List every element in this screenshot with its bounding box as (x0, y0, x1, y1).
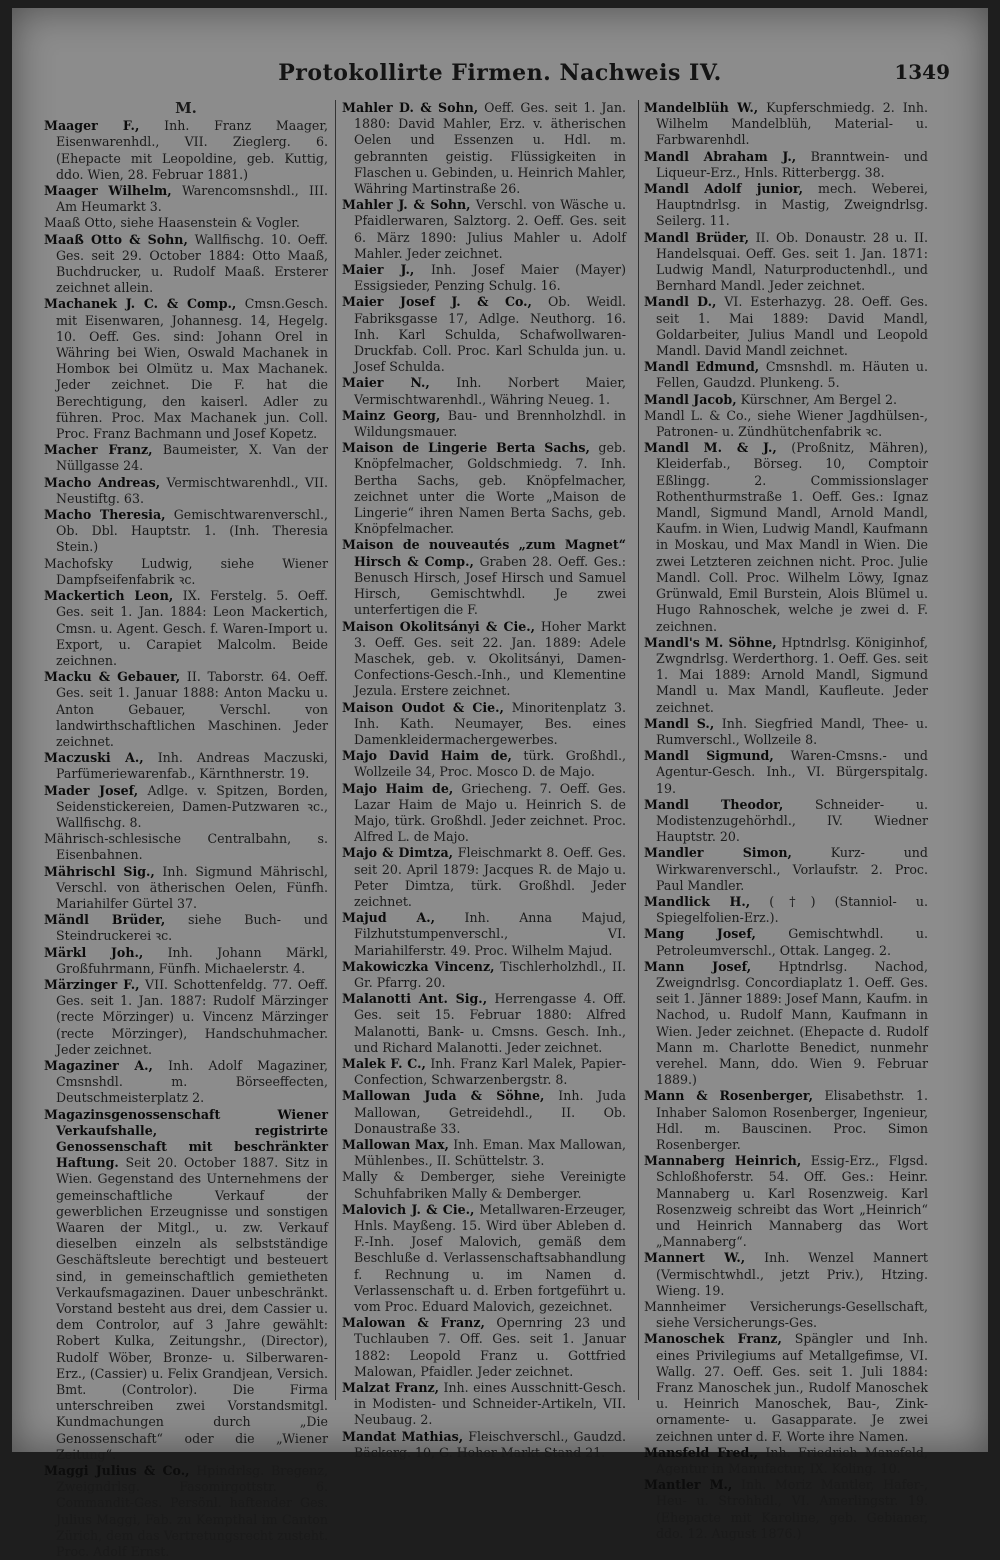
entry-text: Inh. Siegfried Mandl, Thee- u. Rumverschl., Wollzeile 8. (656, 715, 928, 747)
directory-entry (44, 669, 328, 750)
firm-name: Mahler J. & Sohn, (342, 197, 471, 213)
firm-name: Maison Okolitsányi & Cie., (342, 618, 536, 634)
entry-text: Inh. Sigmund Mährischl, Verschl. von ätherischen Oelen, Fünfh. Mariahilfer Gürtel 37. (56, 863, 328, 911)
firm-name: Maison Oudot & Cie., (342, 699, 504, 715)
directory-entry (342, 262, 626, 294)
entry-text: Hoher Markt 3. Oeff. Ges. seit 22. Jan. 1889: Adele Maschek, geb. v. Okolitsányi, Damen-Confections-Gesch.-Inh., und Klementine Jezula. Erstere zeichnet. (354, 618, 626, 699)
firm-name: Mandat Mathias, (342, 1428, 464, 1444)
directory-entry (342, 1088, 626, 1137)
entry-text: Cmsnshdl. m. Häuten u. Fellen, Gaudzd. Plunkeng. 5. (656, 359, 928, 391)
directory-entry (644, 748, 928, 797)
firm-name: Malanotti Ant. Sig., (342, 991, 488, 1007)
directory-entry (644, 294, 928, 359)
firm-name: Mandl Theodor, (644, 796, 784, 812)
entry-text: Mährisch-schlesische Centralbahn, s. Eisenbahnen. (44, 831, 328, 863)
directory-entry (342, 619, 626, 700)
directory-entry (644, 230, 928, 295)
firm-name: Maggi Julius & Co., (44, 1463, 190, 1479)
firm-name: Mandlick H., (644, 893, 751, 909)
directory-entry (44, 232, 328, 297)
directory-entry (44, 864, 328, 913)
entry-text: IX. Ferstelg. 5. Oeff. Ges. seit 1. Jan. 1884: Leon Mackertich, Cmsn. u. Agent. Gesch. f. Waren-Import u. Export, u. Carapiet Malcolm. Beide zeichnen. (56, 588, 328, 668)
directory-entry (342, 537, 626, 618)
directory-entry (342, 1137, 626, 1169)
directory-entry (342, 1202, 626, 1315)
firm-name: Mandelblüh W., (644, 100, 759, 115)
firm-name: Malzat Franz, (342, 1380, 440, 1396)
firm-name: Mandl's M. Söhne, (644, 634, 777, 650)
directory-entry (44, 1463, 328, 1560)
entry-text: II. Ob. Donaustr. 28 u. II. Handelsquai. Oeff. Ges. seit 1. Jan. 1871: Ludwig Mandl, Naturproductenhdl., und Bernhard Mandl. Jeder zeichnet. (656, 229, 928, 294)
directory-entry (44, 977, 328, 1058)
column-2 (342, 100, 627, 1460)
firm-name: Macher Franz, (44, 442, 153, 458)
directory-entry (644, 1477, 928, 1542)
directory-entry (44, 183, 328, 215)
directory-entry (342, 1056, 626, 1088)
directory-entry (44, 912, 328, 944)
directory-entry (342, 748, 626, 780)
directory-entry (342, 845, 626, 910)
directory-entry (44, 215, 328, 231)
entry-text: Inh. Franz Maager, Eisenwarenhdl., VII. Zieglerg. 6. (Ehepacte mit Leopoldine, geb. Kuttig, ddo. Wien, 28. Februar 1881.) (56, 118, 328, 182)
entry-text: Ob. Weidl. Fabriksgasse 17, Adlge. Neuthorg. 16. Inh. Karl Schulda, Schafwollwaren-Druckfab. Coll. Proc. Karl Schulda jun. u. Josef Schulda. (354, 294, 626, 375)
entry-text: Inh. Adolf Magaziner, Cmsnshdl. m. Börseeffecten, Deutschmeisterplatz 2. (56, 1057, 328, 1106)
entry-text: Kurz- und Wirkwarenverschl., Vorlaufstr. 2. Proc. Paul Mandler. (656, 845, 928, 893)
entry-text: Inh. Juda Mallowan, Getreidehdl., II. Ob. Donaustraße 33. (354, 1088, 626, 1136)
entry-text: Graben 28. Oeff. Ges.: Benusch Hirsch, Josef Hirsch und Samuel Hirsch, Gemischtwhdl. Je zwei unterfertigen die F. (354, 553, 626, 618)
firm-name: Mallowan Juda & Söhne, (342, 1088, 545, 1104)
firm-name: Mandl M. & J., (644, 440, 777, 456)
firm-name: Maison de nouveautés „zum Magnet“ Hirsch & Comp., (342, 537, 626, 569)
page-number: 1349 (894, 60, 950, 84)
firm-name: Mang Josef, (644, 926, 756, 942)
entry-text: Inh. Josef Maier (Mayer) Essigsieder, Penzing Schulg. 16. (354, 262, 626, 294)
firm-name: Makowiczka Vincenz, (342, 958, 495, 974)
directory-entry (342, 700, 626, 749)
page-title: Protokollirte Firmen. Nachweis IV. (278, 60, 722, 86)
firm-name: Mackertich Leon, (44, 588, 174, 604)
directory-entry (644, 894, 928, 926)
column-3 (644, 100, 929, 1541)
firm-name: Märkl Joh., (44, 944, 144, 960)
firm-name: Malowan & Franz, (342, 1315, 485, 1331)
entry-text: Hpindrlsg. Bregenz, Zweigndrlsg. Fasomirgottstr. 6. Commandit-Ges. Persönl. haftender Ges. Julius Maggi, Fab. zu Kempthal im Canton Zürich, dem das Vertretungsrecht zusteht. Proc. Adolf Ernst. (56, 1463, 328, 1560)
directory-entry (44, 945, 328, 977)
firm-name: Macho Andreas, (44, 474, 161, 490)
directory-entry (644, 845, 928, 894)
firm-name: Mährischl Sig., (44, 863, 155, 879)
directory-entry (644, 926, 928, 958)
directory-entry (644, 1299, 928, 1331)
entry-text: Inh. eines Ausschnitt-Gesch. in Modisten- und Schneider-Artikeln, VII. Neubaug. 2. (354, 1380, 626, 1428)
entry-text: Griecheng. 7. Oeff. Ges. Lazar Haim de Majo u. Heinrich S. de Majo, türk. Großhdl. Jeder zeichnet. Proc. Alfred L. de Majo. (354, 780, 626, 845)
directory-entry (44, 296, 328, 442)
page-header (12, 60, 988, 100)
firm-name: Mannert W., (644, 1250, 746, 1266)
entry-text: Inh. Anna Majud, Filzhutstumpenverschl., VI. Mariahilferstr. 49. Proc. Wilhelm Majud. (354, 910, 626, 958)
entry-text: siehe Buch- und Steindruckerei ꝛc. (56, 912, 328, 944)
directory-entry (342, 1169, 626, 1201)
firm-name: Mandl D., (644, 294, 717, 310)
directory-entry (342, 1315, 626, 1380)
entry-text: Inh. Wenzel Mannert (Vermischtwhdl., jetzt Priv.), Htzing. Wieng. 19. (656, 1250, 928, 1298)
entry-text: Minoritenplatz 3. Inh. Kath. Neumayer, Bes. eines Damenkleidermachergewerbes. (354, 699, 627, 747)
entry-text: II. Taborstr. 64. Oeff. Ges. seit 1. Januar 1888: Anton Macku u. Anton Gebauer, Verschl. von landwirthschaftlichen Maschinen. Jeder zeichnet. (56, 669, 328, 749)
firm-name: Magazinsgenossenschaft Wiener Verkaufshalle, registrirte Genossenschaft mit beschränkter Haftung. (44, 1106, 328, 1171)
directory-entry (644, 359, 928, 391)
entry-text: Fleischmarkt 8. Oeff. Ges. seit 20. April 1879: Jacques R. de Majo u. Peter Dimtza, türk. Großhdl. Jeder zeichnet. (354, 845, 626, 909)
directory-entry (644, 392, 928, 408)
firm-name: Machanek J. C. & Comp., (44, 296, 237, 312)
entry-text: geb. Knöpfelmacher, Goldschmiedg. 7. Inh. Bertha Sachs, geb. Knöpfelmacher, zeichnet unter die Worte „Maison de Lingerie“ ihren Namen Berta Sachs, geb. Knöpfelmacher. (354, 440, 626, 537)
firm-name: Mantler M., (644, 1477, 733, 1493)
directory-entry (342, 197, 626, 262)
column-divider (638, 100, 639, 1400)
entry-text: Tischlerholzhdl., II. Gr. Pfarrg. 20. (354, 958, 626, 990)
directory-entry (44, 1107, 328, 1463)
firm-name: Mändl Brüder, (44, 912, 166, 928)
directory-entry (44, 556, 328, 588)
entry-text: mech. Weberei, Hauptndrlsg. in Mastig, Zweigndrlsg. Seilerg. 11. (656, 181, 928, 229)
entry-text: Verschl. von Wäsche u. Pfaidlerwaren, Salztorg. 2. Oeff. Ges. seit 6. März 1890: Julius Mahler u. Adolf Mahler. Jeder zeichnet. (354, 197, 626, 261)
directory-entry (342, 408, 626, 440)
firm-name: Manoschek Franz, (644, 1331, 782, 1347)
firm-name: Majo & Dimtza, (342, 845, 454, 861)
firm-name: Maier N., (342, 375, 430, 391)
entry-text: Inh. Johann Märkl, Großfuhrmann, Fünfh. Michaelerstr. 4. (56, 944, 328, 976)
entry-text: (†) (Stanniol- u. Spiegelfolien-Erz.). (656, 893, 928, 926)
firm-name: Macho Theresia, (44, 507, 166, 523)
entry-text: Herrengasse 4. Off. Ges. seit 15. Februar 1880: Alfred Malanotti, Bank- u. Cmsns. Gesch. Inh., und Richard Malanotti. Jeder zeichnet. (354, 991, 626, 1055)
directory-entry (44, 750, 328, 782)
firm-name: Mandl S., (644, 715, 715, 731)
firm-name: Mann Josef, (644, 958, 752, 974)
directory-entry (44, 475, 328, 507)
firm-name: Mandl Brüder, (644, 229, 750, 245)
directory-entry (44, 831, 328, 863)
entry-text: Inh. Friedrich Mansfeld, Agentur in Manufactur, IX. Koling. 10. (656, 1444, 928, 1477)
firm-name: Mader Josef, (44, 782, 139, 798)
entry-text: Machofsky Ludwig, siehe Wiener Dampfseifenfabrik ꝛc. (44, 555, 328, 587)
directory-entry (644, 181, 928, 230)
entry-text: Inh. Eman. Max Mallowan, Mühlenbes., II. Schüttelstr. 3. (354, 1137, 626, 1169)
directory-entry (644, 440, 928, 634)
section-letter: M. (175, 99, 197, 117)
directory-entry (342, 100, 626, 197)
directory-entry (644, 959, 928, 1089)
entry-text: Fleischverschl., Gaudzd. Bäckerg. 10, G. Hoher Markt Stand 21. (354, 1428, 626, 1460)
entry-text: Inh. Norbert Maier, Vermischtwarenhdl., Währing Neueg. 1. (354, 375, 626, 407)
entry-text: Vermischtwarenhdl., VII. Neustiftg. 63. (56, 474, 328, 506)
firm-name: Mannaberg Heinrich, (644, 1153, 802, 1169)
firm-name: Mandl Jacob, (644, 391, 737, 407)
firm-name: Majo David Haim de, (342, 748, 512, 764)
entry-text: Baumeister, X. Van der Nüllgasse 24. (56, 442, 328, 474)
entry-text: Inh. Andreas Maczuski, Parfümeriewarenfab., Kärnthnerstr. 19. (56, 750, 328, 782)
directory-entry (644, 1153, 928, 1250)
directory-entry (342, 959, 626, 991)
firm-name: Malek F. C., (342, 1055, 426, 1071)
entry-text: Hptndrlsg. Nachod, Zweigndrlsg. Concordiaplatz 1. Oeff. Ges. seit 1. Jänner 1889: Josef Mann, Kaufm. in Nachod, u. Rudolf Mann, Kaufmann in Wien. Jeder zeichnet. (Ehepacte d. Rudolf Mann m. Charlotte Benedict, nunmehr verehel. Mann, ddo. Wien 9. Februar 1889.) (656, 958, 928, 1088)
entry-text: (Proßnitz, Mähren), Kleiderfab., Börseg. 10, Comptoir Eßlingg. 2. Commissionslager Rothenthurmstraße 1. Oeff. Ges.: Ignaz Mandl, Sigmund Mandl, Arnold Mandl, Kaufm. in Wien, Ludwig Mandl, Kaufmann in Moskau, und Max Mandl in Wien. Die zwei Letzteren zeichnen nicht. Proc. Julie Mandl. Coll. Proc. Wilhelm Löwy, Ignaz Grünwald, Emil Burstein, Alois Blümel u. Hugo Rahnoschek, welche je zwei d. F. zeichnen. (656, 440, 928, 634)
firm-name: Maison de Lingerie Berta Sachs, (342, 440, 590, 456)
directory-entry (44, 442, 328, 474)
firm-name: Majud A., (342, 910, 436, 926)
directory-entry (342, 991, 626, 1056)
entry-text: Gemischtwhdl. u. Petroleumverschl., Ottak. Langeg. 2. (656, 926, 928, 958)
entry-text: Seit 20. October 1887. Sitz in Wien. Gegenstand des Unternehmens der gemeinschaftliche Verkauf der gewerblichen Erzeugnisse und sonstigen Waaren der Mitgl., u. zw. Verkauf dieselben einzeln als selbstständige Geschäftsleute berechtigt und besteuert sind, in gemeinschaftlich gemietheten Verkaufsmagazinen. Dauer unbeschränkt. Vorstand besteht aus drei, dem Cassier u. dem Controlor, auf 3 Jahre gewählt: Robert Kulka, Zeitungshr., (Director), Rudolf Wöber, Bronze- u. Silberwaren-Erz., (Cassier) u. Felix Grandjean, Versich. Bmt. (Controlor). Die Firma unterschreiben zwei Vorstandsmitgl. Kundmachungen durch „Die Genossenschaft“ oder die „Wiener Zeitung“. (56, 1155, 328, 1462)
directory-entry (44, 783, 328, 832)
firm-name: Märzinger F., (44, 976, 140, 992)
directory-entry (44, 588, 328, 669)
directory-entry (644, 1331, 928, 1444)
entry-text: Branntwein- und Liqueur-Erz., Hnls. Ritterbergg. 38. (656, 148, 928, 180)
firm-name: Mahler D. & Sohn, (342, 100, 479, 115)
entry-text: Inh. Moriz Mantler, Hafer-, Heu- u. Strohhdl., VI. Amerlingstr. 19. (Ehepacte mit Karoline, geb. Gebianer, ddo. 12. August 1876.) (656, 1477, 929, 1541)
firm-name: Maczuski A., (44, 750, 144, 766)
entry-text: Kürschner, Am Bergel 2. (740, 391, 898, 407)
entry-text: Warencomsnshdl., III. Am Heumarkt 3. (56, 183, 328, 215)
directory-entry (342, 294, 626, 375)
entry-text: Maaß Otto, siehe Haasenstein & Vogler. (44, 215, 300, 231)
entry-text: VI. Esterhazyg. 28. Oeff. Ges. seit 1. Mai 1889: David Mandl, Goldarbeiter, Julius Mandl und Leopold Mandl. David Mandl zeichnet. (656, 294, 928, 359)
entry-text: Elisabethstr. 1. Inhaber Salomon Rosenberger, Ingenieur, Hdl. m. Bauscinen. Proc. Simon Rosenberger. (656, 1088, 928, 1152)
directory-entry (342, 1380, 626, 1429)
entry-text: Spängler und Inh. eines Privilegiums auf Metallgefimse, VI. Wallg. 27. Oeff. Ges. seit 1. Juli 1884: Franz Manoschek jun., Rudolf Manoschek u. Heinrich Manoschek, Bau-, Zink-ornamente- u. Gasapparate. Je zwei zeichnen unter d. F. Worte ihre Namen. (656, 1331, 928, 1444)
entry-text: Bau- und Brennholzhdl. in Wildungsmauer. (354, 407, 626, 440)
directory-entry (44, 507, 328, 556)
firm-name: Maier J., (342, 262, 415, 278)
entry-text: Waren-Cmsns.- und Agentur-Gesch. Inh., VI. Bürgerspitalg. 19. (656, 748, 928, 796)
directory-entry (44, 1058, 328, 1107)
entry-text: türk. Großhdl., Wollzeile 34, Proc. Mosco D. de Majo. (354, 748, 626, 780)
directory-entry (644, 797, 928, 846)
directory-entry (644, 1088, 928, 1153)
firm-name: Mandler Simon, (644, 845, 792, 861)
entry-text: Gemischtwarenverschl., Ob. Dbl. Hauptstr. 1. (Inh. Theresia Stein.) (56, 507, 328, 555)
entry-text: Opernring 23 und Tuchlauben 7. Off. Ges. seit 1. Januar 1882: Leopold Franz u. Gottfried Malowan, Pfaidler. Jeder zeichnet. (354, 1315, 626, 1379)
firm-name: Maager F., (44, 118, 140, 134)
directory-entry (644, 408, 928, 440)
directory-entry (44, 118, 328, 183)
entry-text: Mally & Demberger, siehe Vereinigte Schuhfabriken Mally & Demberger. (342, 1169, 626, 1201)
directory-entry (342, 440, 626, 537)
directory-entry (342, 781, 626, 846)
entry-text: VII. Schottenfeldg. 77. Oeff. Ges. seit 1. Jan. 1887: Rudolf Märzinger (recte Mörzinger) u. Vincenz Märzinger (recte Mörzinger), Handschuhmacher. Jeder zeichnet. (56, 976, 328, 1057)
entry-text: Adlge. v. Spitzen, Borden, Seidenstickereien, Damen-Putzwaren ꝛc., Wallfischg. 8. (56, 782, 328, 830)
directory-entry (644, 100, 928, 149)
firm-name: Majo Haim de, (342, 780, 454, 796)
firm-name: Maaß Otto & Sohn, (44, 231, 188, 247)
column-1 (44, 99, 328, 1560)
firm-name: Magaziner A., (44, 1057, 153, 1073)
entry-text: Schneider- u. Modistenzugehörhdl., IV. Wiedner Hauptstr. 20. (656, 796, 928, 845)
entry-text: Wallfischg. 10. Oeff. Ges. seit 29. October 1884: Otto Maaß, Buchdrucker, u. Rudolf Maaß. Ersterer zeichnet allein. (56, 231, 328, 296)
firm-name: Maier Josef J. & Co., (342, 294, 532, 310)
firm-name: Macku & Gebauer, (44, 669, 181, 685)
firm-name: Mandl Adolf junior, (644, 181, 803, 197)
firm-name: Maager Wilhelm, (44, 183, 172, 199)
firm-name: Mansfeld Fred., (644, 1444, 759, 1460)
entry-text: Inh. Franz Karl Malek, Papier-Confection, Schwarzenbergstr. 8. (354, 1055, 626, 1088)
entry-text: Metallwaren-Erzeuger, Hnls. Mayßeng. 15. Wird über Ableben d. F.-Inh. Josef Malovich, gemäß dem Beschluße d. Verlassenschaftsabhandlung f. Rechnung u. im Namen d. Verlassenschaft u. d. Erben fortgeführt u. vom Proc. Eduard Malovich, gezeichnet. (354, 1201, 626, 1315)
firm-name: Mainz Georg, (342, 407, 441, 423)
entry-text: Hptndrlsg. Königinhof, Zwgndrlsg. Werderthorg. 1. Oeff. Ges. seit 1. Mai 1889: Arnold Mandl, Sigmund Mandl u. Max Mandl, Kaufleute. Jeder zeichnet. (656, 634, 928, 715)
column-divider (335, 100, 336, 1400)
firm-name: Mandl Edmund, (644, 359, 760, 375)
directory-entry (644, 635, 928, 716)
directory-entry (644, 1250, 928, 1299)
firm-name: Mandl Sigmund, (644, 748, 774, 764)
firm-name: Mallowan Max, (342, 1137, 449, 1152)
entry-text: Essig-Erz., Flgsd. Schloßhoferstr. 54. Off. Ges.: Heinr. Mannaberg u. Karl Rosenzweig. Karl Rosenzweig schreibt das Wort „Heinrich“ und Heinrich Mannaberg das Wort „Mannaberg“. (656, 1153, 928, 1250)
entry-text: Kupferschmiedg. 2. Inh. Wilhelm Mandelblüh, Material- u. Farbwarenhdl. (656, 100, 928, 148)
entry-text: Cmsn.Gesch. mit Eisenwaren, Johannesg. 14, Hegelg. 10. Oeff. Ges. sind: Johann Orel in Währing bei Wien, Oswald Machanek in Homboк bei Olmütz u. Max Machanek. Jeder zeichnet. Die F. hat die Berechtigung, den kaiserl. Adler zu führen. Proc. Max Machanek jun. Coll. Proc. Franz Bachmann und Josef Kopetz. (56, 296, 328, 442)
entry-text: Mandl L. & Co., siehe Wiener Jagdhülsen-, Patronen- u. Zündhütchenfabrik ꝛc. (644, 407, 928, 440)
entry-text: Oeff. Ges. seit 1. Jan. 1880: David Mahler, Erz. v. ätherischen Oelen und Essenzen u. Hdl. m. gebrannten geistig. Flüssigkeiten in Flaschen u. Gebinden, u. Heinrich Mahler, Währing Martinstraße 26. (354, 100, 626, 197)
directory-page (12, 8, 988, 1560)
directory-entry (342, 910, 626, 959)
firm-name: Mandl Abraham J., (644, 148, 797, 164)
directory-entry (342, 375, 626, 407)
firm-name: Malovich J. & Cie., (342, 1201, 475, 1217)
directory-entry (644, 716, 928, 748)
directory-entry (644, 1445, 928, 1477)
directory-entry (342, 1429, 626, 1461)
entry-text: Mannheimer Versicherungs-Gesellschaft, siehe Versicherungs-Ges. (644, 1299, 928, 1331)
directory-entry (644, 149, 928, 181)
firm-name: Mann & Rosenberger, (644, 1088, 813, 1104)
